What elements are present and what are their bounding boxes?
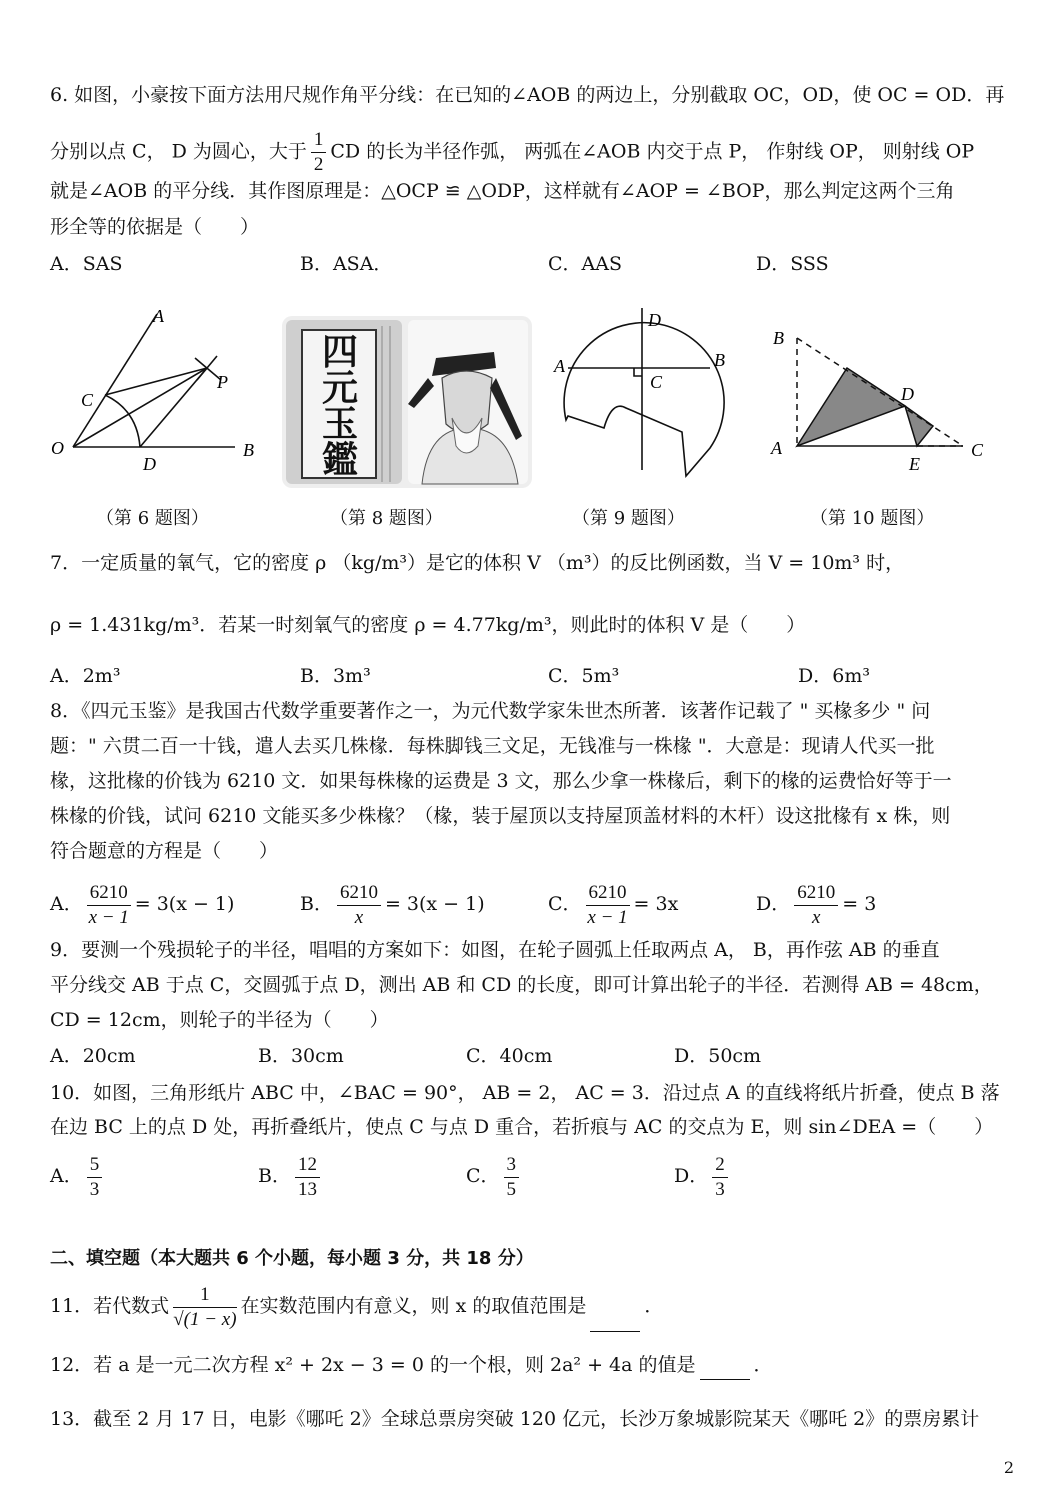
q7-line2: ρ = 1.431kg/m³．若某一时刻氧气的密度 ρ = 4.77kg/m³，则此时的体积 V 是（ ）	[50, 614, 806, 636]
q10-line2: 在边 BC 上的点 D 处，再折叠纸片，使点 C 与点 D 重合，若折痕与 AC 的交点为 E，则 sin∠DEA =（ ）	[50, 1116, 994, 1138]
q11: 11．若代数式 $\frac{1}{√(1 - x)}$ 在实数范围内有意义，则 x 的取值范围是 ．	[50, 1280, 663, 1332]
q12: 12．若 a 是一元二次方程 x² + 2x − 3 = 0 的一个根，则 2a² + 4a 的值是 ．	[50, 1350, 773, 1380]
page-number: 2	[1003, 1458, 1014, 1477]
fig10-label-d: D	[901, 384, 914, 404]
q8-line5: 符合题意的方程是（ ）	[50, 840, 279, 862]
fig6-label-c: C	[81, 390, 94, 410]
fig9-label-c: C	[650, 372, 663, 392]
section2-title: 二、填空题（本大题共 6 个小题，每小题 3 分，共 18 分）	[50, 1248, 534, 1269]
q10-options	[50, 1150, 1010, 1202]
fig8-book-title: 四元玉鑑	[321, 331, 358, 481]
q9-line1: 9．要测一个残损轮子的半径，唱唱的方案如下：如图，在轮子圆弧上任取两点 A， B，再作弦 AB 的垂直	[50, 939, 940, 961]
q8-option-d: D． $\frac{6210}{x}$ = 3	[756, 881, 877, 928]
fig9-label-a: A	[554, 356, 565, 376]
q7-option-b: B．3m³	[300, 665, 371, 687]
q6-line2	[50, 128, 974, 177]
q6-options	[50, 248, 1010, 280]
figure-9	[548, 300, 728, 485]
q9-option-b: B．30cm	[258, 1045, 344, 1067]
figure-10-caption: （第 10 题图）	[810, 508, 935, 529]
q6-half-fraction: $\frac{1}{2}$	[311, 128, 327, 177]
q6-line3: 就是∠AOB 的平分线．其作图原理是：△OCP ≌ △ODP，这样就有∠AOP = ∠BOP，那么判定这两个三角	[50, 180, 955, 202]
q6-option-c: C．AAS	[548, 253, 622, 275]
fig6-label-a: A	[153, 306, 164, 326]
figure-8	[282, 316, 532, 488]
figure-8-caption: （第 8 题图）	[330, 508, 443, 529]
q8-option-c: C． $\frac{6210}{x - 1}$ = 3x	[548, 881, 679, 928]
q8-line3: 椽，这批椽的价钱为 6210 文．如果每株椽的运费是 3 文，那么少拿一株椽后，剩下的椽的运费恰好等于一	[50, 770, 952, 792]
q10-line1: 10．如图，三角形纸片 ABC 中，∠BAC = 90°， AB = 2， AC = 3．沿过点 A 的直线将纸片折叠，使点 B 落	[50, 1082, 1000, 1104]
q8-line4: 株椽的价钱，试问 6210 文能买多少株椽？（椽，装于屋顶以支持屋顶盖材料的木杆）设这批椽有 x 株，则	[50, 805, 951, 827]
q6-option-a: A．SAS	[50, 253, 123, 275]
fig10-label-c: C	[971, 440, 984, 460]
q7-options	[50, 660, 1010, 692]
q11-fraction: $\frac{1}{√(1 - x)}$	[173, 1283, 237, 1330]
figure-6	[45, 300, 275, 475]
fig6-label-o: O	[51, 438, 64, 458]
fig10-label-e: E	[909, 454, 920, 474]
q9-option-a: A．20cm	[50, 1045, 136, 1067]
figure-6-caption: （第 6 题图）	[96, 508, 209, 529]
q10-option-a: A． $\frac{5}{3}$	[50, 1150, 106, 1202]
fig6-label-d: D	[143, 454, 156, 474]
q8-option-a: A． $\frac{6210}{x - 1}$ = 3(x − 1)	[50, 881, 235, 928]
fig9-label-d: D	[648, 310, 661, 330]
q7-option-a: A．2m³	[50, 665, 121, 687]
fig10-label-b: B	[773, 328, 784, 348]
fig9-label-b: B	[714, 350, 725, 370]
q10-option-d: D． $\frac{2}{3}$	[674, 1150, 732, 1202]
q6-line2b: CD 的长为半径作弧， 两弧在∠AOB 内交于点 P， 作射线 OP， 则射线 OP	[330, 140, 975, 163]
q9-line3: CD = 12cm，则轮子的半径为（ ）	[50, 1009, 389, 1031]
q6-line1: 6. 如图，小豪按下面方法用尺规作角平分线：在已知的∠AOB 的两边上，分别截取 OC，OD，使 OC = OD．再	[50, 84, 1005, 106]
q6-line2a: 分别以点 C， D 为圆心，大于	[50, 140, 307, 163]
q9-options	[50, 1040, 1010, 1072]
q13-line1: 13．截至 2 月 17 日，电影《哪吒 2》全球总票房突破 120 亿元，长沙万象城影院某天《哪吒 2》的票房累计	[50, 1408, 980, 1430]
q10-option-c: C． $\frac{3}{5}$	[466, 1150, 523, 1202]
q7-line1: 7．一定质量的氧气，它的密度 ρ （kg/m³）是它的体积 V （m³）的反比例函数，当 V = 10m³ 时，	[50, 552, 905, 574]
q9-option-c: C．40cm	[466, 1045, 553, 1067]
q7-option-c: C．5m³	[548, 665, 620, 687]
q10-option-b: B． $\frac{12}{13}$	[258, 1150, 324, 1202]
q8-line1: 8．《四元玉鉴》是我国古代数学重要著作之一，为元代数学家朱世杰所著．该著作记载了 " 买椽多少 " 问	[50, 700, 931, 722]
q6-option-d: D．SSS	[756, 253, 829, 275]
q11-answer-blank[interactable]	[590, 1309, 640, 1332]
q6-line4: 形全等的依据是（ ）	[50, 216, 260, 238]
q8-option-b: B． $\frac{6210}{x}$ = 3(x − 1)	[300, 881, 485, 928]
q8-options	[50, 878, 1010, 930]
q8-line2: 题：" 六贯二百一十钱，遣人去买几株椽．每株脚钱三文足，无钱准与一株椽 "．大意是：现请人代买一批	[50, 735, 935, 757]
figure-9-caption: （第 9 题图）	[572, 508, 685, 529]
q12-answer-blank[interactable]	[700, 1357, 750, 1380]
figure-10	[765, 318, 995, 478]
fig6-label-p: P	[217, 372, 228, 392]
fig6-label-b: B	[243, 440, 254, 460]
q9-line2: 平分线交 AB 于点 C，交圆弧于点 D，测出 AB 和 CD 的长度，即可计算出轮子的半径．若测得 AB = 48cm，	[50, 974, 993, 996]
q9-option-d: D．50cm	[674, 1045, 762, 1067]
q6-option-b: B．ASA．	[300, 253, 393, 275]
fig10-label-a: A	[771, 438, 782, 458]
q7-option-d: D．6m³	[798, 665, 870, 687]
